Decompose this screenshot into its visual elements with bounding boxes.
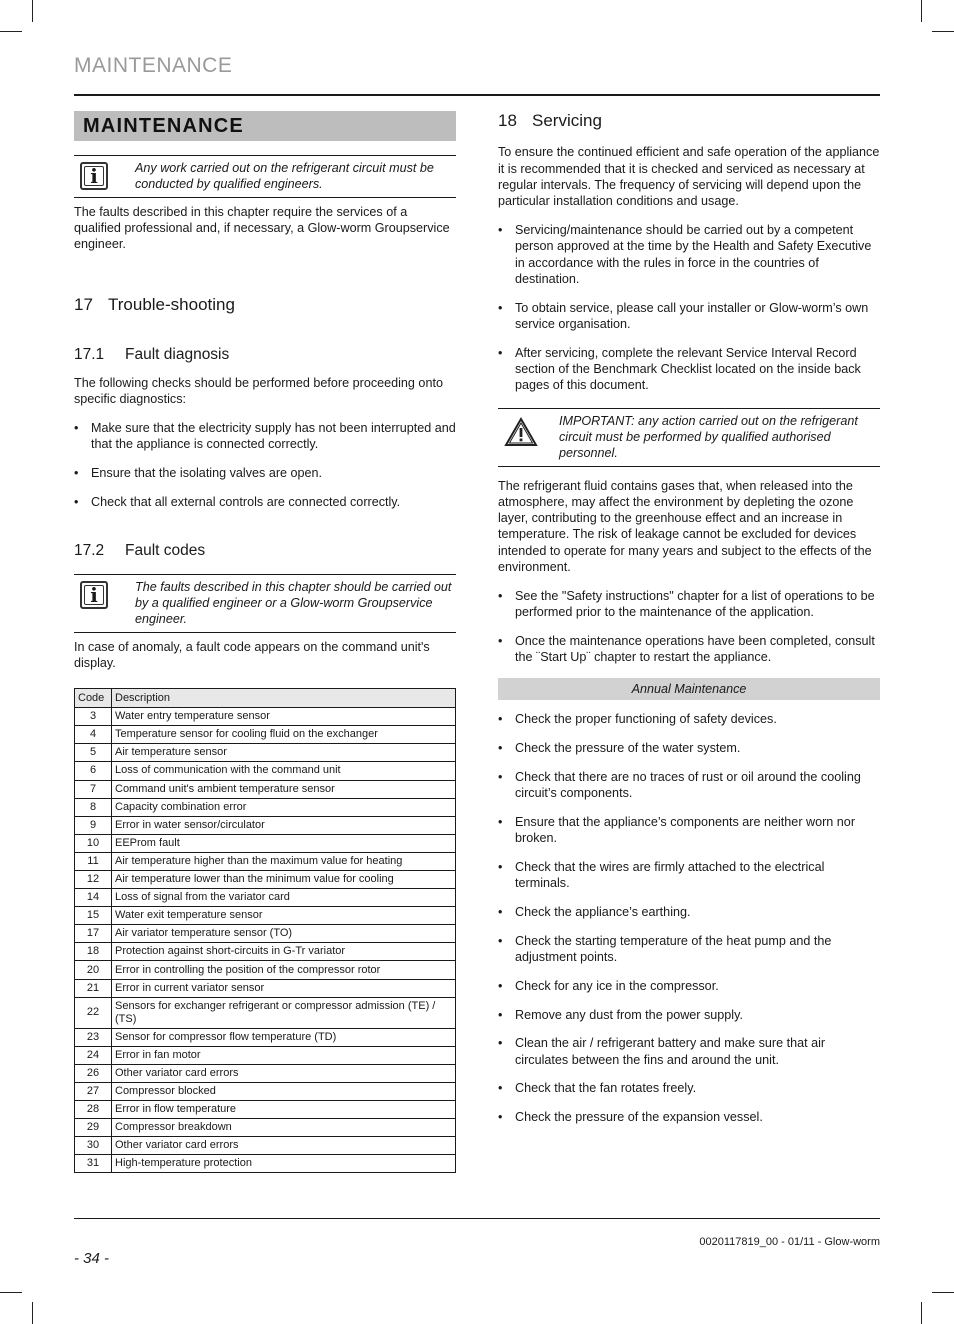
list-item: • Servicing/maintenance should be carried out by a competent person approved at the time by the Health and Safety Executive in accordance with the rules in force in the countries of destination. [498, 222, 880, 287]
anomaly-paragraph: In case of anomaly, a fault code appears on the command unit's display. [74, 639, 430, 670]
fault-code-cell: 17 [75, 925, 112, 943]
fault-code-cell: 21 [75, 979, 112, 997]
fault-code-cell: 6 [75, 762, 112, 780]
list-item: • Check the starting temperature of the heat pump and the adjustment points. [498, 933, 880, 966]
fault-description-cell: Air temperature lower than the minimum value for cooling [112, 870, 456, 888]
servicing-paragraph: To ensure the continued efficient and safe operation of the appliance it is recommended that it is checked and serviced as necessary at regular intervals. The frequency of servicing will depend upon the particular installation conditions and usage. [498, 145, 880, 209]
list-item: • After servicing, complete the relevant Service Interval Record section of the Benchmark Checklist located on the inside back pages of this document. [498, 345, 880, 394]
info-note [74, 574, 456, 633]
fault-code-cell: 9 [75, 816, 112, 834]
fault-description-cell: EEProm fault [112, 834, 456, 852]
fault-description-cell: Error in flow temperature [112, 1101, 456, 1119]
fault-description-cell: Error in fan motor [112, 1046, 456, 1064]
fault-code-table [74, 688, 456, 1173]
table-row [75, 1064, 456, 1082]
list-item: • Make sure that the electricity supply has not been interrupted and that the appliance is connected correctly. [74, 420, 456, 453]
info-icon: i [80, 162, 108, 190]
fault-description-cell: Compressor blocked [112, 1082, 456, 1100]
table-row [75, 1028, 456, 1046]
table-row [75, 997, 456, 1028]
fault-description-cell: Loss of communication with the command unit [112, 762, 456, 780]
fault-code-cell: 28 [75, 1101, 112, 1119]
servicing-list [498, 222, 880, 394]
fault-diagnosis-paragraph: The following checks should be performed before proceeding onto specific diagnostics: [74, 376, 443, 407]
fault-code-cell: 4 [75, 726, 112, 744]
info-note [74, 155, 456, 198]
list-item: • Ensure that the isolating valves are open. [74, 465, 456, 481]
table-row [75, 961, 456, 979]
fault-description-cell: Loss of signal from the variator card [112, 889, 456, 907]
fault-code-cell: 7 [75, 780, 112, 798]
list-item: • Ensure that the appliance’s components are neither worn nor broken. [498, 814, 880, 847]
list-item: • Check the pressure of the expansion vessel. [498, 1109, 880, 1125]
info-note-text: Any work carried out on the refrigerant circuit must be conducted by qualified engineers. [135, 161, 434, 192]
fault-code-cell: 22 [75, 997, 112, 1028]
table-row [75, 907, 456, 925]
footer-rule [74, 1218, 880, 1219]
fault-description-cell: Water entry temperature sensor [112, 708, 456, 726]
running-head: MAINTENANCE [74, 54, 233, 77]
table-row [75, 726, 456, 744]
fault-code-cell: 24 [75, 1046, 112, 1064]
heading-fault-diagnosis [74, 347, 456, 363]
list-item: • Once the maintenance operations have been completed, consult the ¨Start Up¨ chapter to restart the appliance. [498, 633, 880, 666]
fault-code-cell: 5 [75, 744, 112, 762]
warning-note-text: IMPORTANT: any action carried out on the refrigerant circuit must be performed by qualified authorised personnel. [559, 413, 858, 461]
heading-number: 17.2 [74, 542, 105, 560]
table-row [75, 816, 456, 834]
list-item: • Check that the wires are firmly attached to the electrical terminals. [498, 859, 880, 892]
annual-maintenance-list [498, 711, 880, 1126]
refrigerant-list [498, 588, 880, 666]
list-item: • Check for any ice in the compressor. [498, 978, 880, 994]
page-number: - 34 - [74, 1250, 110, 1267]
info-icon: i [80, 581, 108, 609]
list-item: • To obtain service, please call your installer or Glow-worm’s own service organisation. [498, 300, 880, 333]
table-row [75, 1119, 456, 1137]
table-row [75, 834, 456, 852]
heading-number: 18 [498, 111, 517, 130]
list-item: • Remove any dust from the power supply. [498, 1007, 880, 1023]
table-row [75, 762, 456, 780]
crop-mark [921, 1302, 922, 1324]
fault-description-cell: High-temperature protection [112, 1155, 456, 1173]
fault-description-cell: Air temperature sensor [112, 744, 456, 762]
fault-code-cell: 3 [75, 708, 112, 726]
crop-mark [0, 1292, 22, 1293]
fault-code-cell: 20 [75, 961, 112, 979]
header-rule [74, 94, 880, 96]
fault-code-cell: 14 [75, 889, 112, 907]
fault-code-cell: 8 [75, 798, 112, 816]
right-column [498, 108, 880, 1126]
table-row [75, 708, 456, 726]
fault-description-cell: Sensor for compressor flow temperature (TD) [112, 1028, 456, 1046]
table-row [75, 744, 456, 762]
fault-description-cell: Water exit temperature sensor [112, 907, 456, 925]
fault-description-cell: Compressor breakdown [112, 1119, 456, 1137]
refrigerant-paragraph: The refrigerant fluid contains gases that, when released into the atmosphere, may affect the environment by depleting the ozone layer, contributing to the greenhouse effect and an increase in temperature. The risk of leakage cannot be excluded for devices intended to operate for many years and subject to the effects of the environment. [498, 478, 872, 575]
table-row [75, 1046, 456, 1064]
table-row [75, 925, 456, 943]
fault-code-cell: 11 [75, 852, 112, 870]
fault-code-cell: 30 [75, 1137, 112, 1155]
fault-description-cell: Other variator card errors [112, 1137, 456, 1155]
fault-description-cell: Error in current variator sensor [112, 979, 456, 997]
crop-mark [32, 0, 33, 22]
table-row [75, 943, 456, 961]
heading-title: Fault diagnosis [125, 345, 230, 363]
fault-description-cell: Air variator temperature sensor (TO) [112, 925, 456, 943]
warning-icon [504, 417, 538, 447]
heading-title: Trouble-shooting [108, 295, 235, 315]
fault-description-cell: Error in water sensor/circulator [112, 816, 456, 834]
heading-servicing [498, 113, 880, 129]
fault-description-cell: Temperature sensor for cooling fluid on the exchanger [112, 726, 456, 744]
fault-code-cell: 29 [75, 1119, 112, 1137]
table-row [75, 798, 456, 816]
crop-mark [932, 1292, 954, 1293]
heading-number: 17 [74, 295, 93, 315]
left-column [74, 108, 456, 1173]
fault-description-cell: Capacity combination error [112, 798, 456, 816]
table-row [75, 1137, 456, 1155]
list-item: • Check that the fan rotates freely. [498, 1080, 880, 1096]
table-row [75, 979, 456, 997]
crop-mark [32, 1302, 33, 1324]
heading-fault-codes [74, 543, 456, 559]
fault-description-cell: Other variator card errors [112, 1064, 456, 1082]
fault-description-cell: Sensors for exchanger refrigerant or compressor admission (TE) / (TS) [112, 997, 456, 1028]
footer-reference: 0020117819_00 - 01/11 - Glow-worm [699, 1236, 880, 1248]
list-item: • Check the pressure of the water system. [498, 740, 880, 756]
table-row [75, 1082, 456, 1100]
fault-code-cell: 15 [75, 907, 112, 925]
table-row [75, 780, 456, 798]
fault-description-cell: Error in controlling the position of the compressor rotor [112, 961, 456, 979]
list-item: • Check the appliance’s earthing. [498, 904, 880, 920]
fault-description-cell: Air temperature higher than the maximum value for heating [112, 852, 456, 870]
list-item: • Check that there are no traces of rust or oil around the cooling circuit’s components. [498, 769, 880, 802]
list-item: • Check that all external controls are connected correctly. [74, 494, 456, 510]
list-item: • See the "Safety instructions" chapter for a list of operations to be performed prior to the maintenance of the application. [498, 588, 880, 621]
fault-code-cell: 23 [75, 1028, 112, 1046]
table-row [75, 852, 456, 870]
fault-description-cell: Protection against short-circuits in G-Tr variator [112, 943, 456, 961]
list-item: • Check the proper functioning of safety devices. [498, 711, 880, 727]
heading-number: 17.1 [74, 345, 105, 363]
fault-description-cell: Command unit's ambient temperature sensor [112, 780, 456, 798]
heading-title: Fault codes [125, 542, 206, 560]
table-row [75, 889, 456, 907]
table-row [75, 1155, 456, 1173]
table-row [75, 1101, 456, 1119]
fault-code-cell: 18 [75, 943, 112, 961]
intro-paragraph: The faults described in this chapter require the services of a qualified professional and, if necessary, a Glow-worm Groupservice engineer. [74, 204, 450, 252]
fault-code-cell: 10 [75, 834, 112, 852]
warning-note [498, 408, 880, 467]
heading-title: Servicing [532, 111, 602, 130]
fault-code-cell: 12 [75, 870, 112, 888]
fault-code-cell: 27 [75, 1082, 112, 1100]
fault-diagnosis-list [74, 420, 456, 510]
section-banner: MAINTENANCE [74, 111, 456, 141]
crop-mark [0, 31, 22, 32]
crop-mark [932, 31, 954, 32]
heading-trouble-shooting [74, 297, 456, 313]
info-note-text: The faults described in this chapter should be carried out by a qualified engineer or a Glow-worm Groupservice engineer. [135, 579, 452, 627]
table-header-row [75, 689, 456, 708]
table-row [75, 870, 456, 888]
list-item: • Clean the air / refrigerant battery and make sure that air circulates between the fins and around the unit. [498, 1035, 880, 1068]
fault-code-cell: 26 [75, 1064, 112, 1082]
fault-code-cell: 31 [75, 1155, 112, 1173]
annual-maintenance-banner: Annual Maintenance [498, 678, 880, 700]
crop-mark [921, 0, 922, 22]
column-header-code: Code [75, 689, 112, 708]
column-header-description: Description [112, 689, 456, 708]
